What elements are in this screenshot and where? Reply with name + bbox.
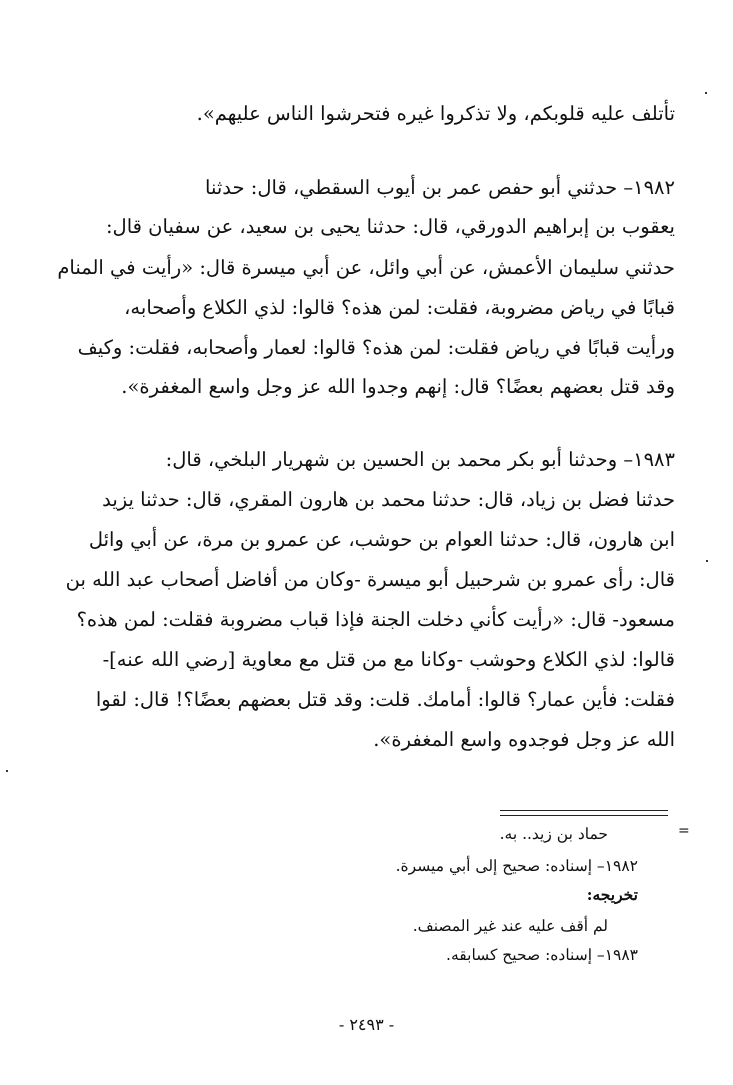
footnote-line-4: لم أقف عليه عند غير المصنف. — [412, 917, 608, 935]
footnote-continuation-marker: = — [678, 823, 690, 839]
text-line-14: فقلت: فأين عمار؟ قالوا: أمامك. قلت: وقد قتل بعضهم بعضًا؟! قال: لقوا — [95, 688, 675, 711]
scan-speck — [706, 560, 708, 562]
footnote-divider-top — [500, 810, 668, 811]
scan-speck — [705, 92, 707, 94]
text-line-13: قالوا: لذي الكلاع وحوشب -وكانا مع من قتل مع معاوية [رضي الله عنه]- — [102, 648, 675, 671]
text-line-6: ورأيت قبابًا في رياض فقلت: لمن هذه؟ قالوا: لعمار وأصحابه، فقلت: وكيف — [77, 336, 675, 359]
text-line-9: حدثنا فضل بن زياد، قال: حدثنا محمد بن هارون المقري، قال: حدثنا يزيد — [102, 488, 675, 511]
hadith-1982-heading-line: ١٩٨٢– حدثني أبو حفص عمر بن أيوب السقطي، قال: حدثنا — [205, 176, 675, 199]
scan-speck — [6, 770, 8, 772]
text-line-1: تأتلف عليه قلوبكم، ولا تذكروا غيره فتحرشوا الناس عليهم». — [196, 102, 675, 125]
text-line-12: مسعود- قال: «رأيت كأني دخلت الجنة فإذا قباب مضروبة فقلت: لمن هذه؟ — [76, 608, 675, 631]
footnote-line-5: ١٩٨٣– إسناده: صحيح كسابقه. — [446, 946, 638, 964]
text-line-11: قال: رأى عمرو بن شرحبيل أبو ميسرة -وكان من أفاضل أصحاب عبد الله بن — [65, 568, 675, 591]
text-line-15: الله عز وجل فوجدوه واسع المغفرة». — [373, 728, 675, 751]
text-line-10: ابن هارون، قال: حدثنا العوام بن حوشب، عن عمرو بن مرة، عن أبي وائل — [88, 528, 675, 551]
footnote-line-1: حماد بن زيد.. به. — [499, 825, 608, 843]
footnote-line-2: ١٩٨٢– إسناده: صحيح إلى أبي ميسرة. — [395, 857, 638, 875]
footnote-divider-bottom — [500, 815, 668, 816]
hadith-1983-heading-line: ١٩٨٣– وحدثنا أبو بكر محمد بن الحسين بن شهريار البلخي، قال: — [165, 448, 675, 471]
text-line-7: وقد قتل بعضهم بعضًا؟ قال: إنهم وجدوا الله عز وجل واسع المغفرة». — [121, 375, 675, 398]
page-number: - ٢٤٩٣ - — [338, 1015, 395, 1034]
footnote-line-3: تخريجه: — [586, 885, 638, 904]
text-line-4: حدثني سليمان الأعمش، عن أبي وائل، عن أبي ميسرة قال: «رأيت في المنام — [57, 256, 675, 279]
text-line-5: قبابًا في رياض مضروبة، فقلت: لمن هذه؟ قالوا: لذي الكلاع وأصحابه، — [124, 296, 675, 319]
text-line-3: يعقوب بن إبراهيم الدورقي، قال: حدثنا يحيى بن سعيد، عن سفيان قال: — [105, 215, 675, 238]
